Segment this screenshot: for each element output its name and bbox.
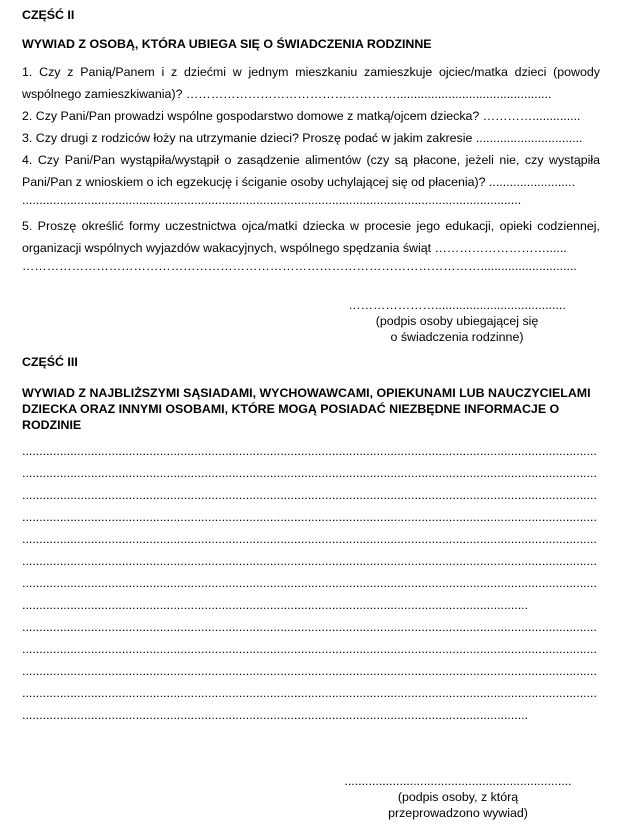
part3-answer-line[interactable]: .......................................................................................................................................................................: [22, 664, 597, 678]
interviewee-signature: [338, 773, 578, 821]
part3-answer-line[interactable]: .......................................................................................................................................................................: [22, 444, 597, 458]
question-5-answer-line[interactable]: …………………………………………………………………………………………………............................: [22, 259, 577, 273]
part3-answer-line[interactable]: .......................................................................................................................................................................: [22, 466, 597, 480]
part3-answer-line[interactable]: .......................................................................................................................................................................: [22, 510, 597, 524]
question-3: 3. Czy drugi z rodziców łoży na utrzymanie dzieci? Proszę podać w jakim zakresie ...............................: [22, 131, 583, 145]
part3-answer-line[interactable]: .......................................................................................................................................................................: [22, 488, 597, 502]
question-4-answer-line[interactable]: .................................................................................................................................................: [22, 193, 522, 207]
applicant-signature-line[interactable]: …………………......................................: [348, 298, 566, 312]
question-5: 5. Proszę określić formy uczestnictwa ojca/matki dziecka w procesie jego edukacji, opieki codziennej, organizacji wspólnych wyjazdów wakacyjnych, wspólnego spędzania świąt ………………………......: [22, 219, 600, 255]
part3-title: CZĘŚĆ III: [22, 355, 78, 369]
applicant-signature: [342, 297, 572, 345]
question-2: 2. Czy Pani/Pan prowadzi wspólne gospodarstwo domowe z matką/ojcem dziecka? …………..............: [22, 109, 581, 123]
interviewee-signature-line[interactable]: ..................................................................: [344, 774, 572, 788]
part3-answer-line[interactable]: ...................................................................................................................................................: [22, 708, 529, 722]
applicant-signature-label-1: (podpis osoby ubiegającej się: [375, 314, 539, 328]
question-4: 4. Czy Pani/Pan wystąpiła/wystąpił o zasądzenie alimentów (czy są płacone, jeżeli nie, czy wystąpiła Pani/Pan z wnioskiem o ich egzekucję i ściganie osoby uchylającej się od płacenia)? .........................: [22, 153, 600, 189]
interviewee-signature-label-1: (podpis osoby, z którą: [397, 790, 519, 804]
part3-answer-line[interactable]: .......................................................................................................................................................................: [22, 620, 597, 634]
part3-answer-line[interactable]: .......................................................................................................................................................................: [22, 642, 597, 656]
part3-answer-line[interactable]: .......................................................................................................................................................................: [22, 554, 597, 568]
part3-answer-line[interactable]: ...................................................................................................................................................: [22, 598, 529, 612]
part2-title: CZĘŚĆ II: [22, 8, 75, 22]
question-1: 1. Czy z Panią/Panem i z dziećmi w jednym mieszkaniu zamieszkuje ojciec/matka dzieci (powody wspólnego zamieszkiwania)? …………………………………………….............................................: [22, 65, 600, 101]
part3-answer-line[interactable]: .......................................................................................................................................................................: [22, 532, 597, 546]
applicant-signature-label-2: o świadczenia rodzinne): [390, 330, 524, 344]
part3-answer-line[interactable]: .......................................................................................................................................................................: [22, 576, 597, 590]
interviewee-signature-label-2: przeprowadzono wywiad): [388, 806, 528, 820]
part3-subtitle: WYWIAD Z NAJBLIŻSZYMI SĄSIADAMI, WYCHOWAWCAMI, OPIEKUNAMI LUB NAUCZYCIELAMI DZIECKA ORAZ INNYMI OSOBAMI, KTÓRE MOGĄ POSIADAĆ NIEZBĘDNE INFORMACJE O RODZINIE: [22, 386, 591, 432]
part3-answer-line[interactable]: .......................................................................................................................................................................: [22, 686, 597, 700]
part2-subtitle: WYWIAD Z OSOBĄ, KTÓRA UBIEGA SIĘ O ŚWIADCZENIA RODZINNE: [22, 37, 432, 51]
